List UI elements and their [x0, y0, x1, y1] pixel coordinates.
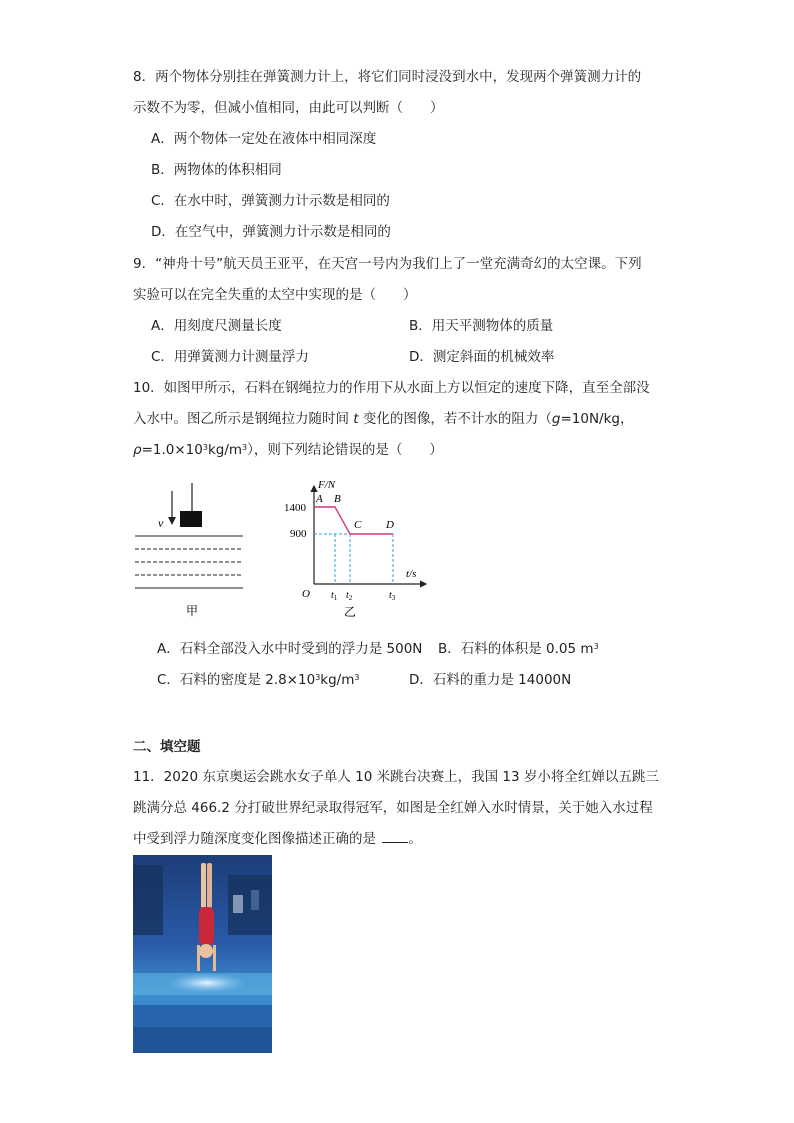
figure-yi [280, 476, 430, 624]
diver-photo-illustration [133, 855, 272, 1053]
y-tick-900: 900 [290, 528, 307, 540]
q8-option-d: D．在空气中，弹簧测力计示数是相同的 [151, 224, 391, 240]
point-d-label: D [386, 519, 394, 531]
stone-block [180, 511, 202, 527]
q10-stem-line3: $\rho=1.0\times 10^3kg/m^3$），则下列结论错误的是（ ） [133, 442, 443, 458]
y-tick-1400: 1400 [284, 502, 306, 514]
q9-stem-line1: 9．“神舟十号”航天员王亚平，在天宫一号内为我们上了一堂充满奇幻的太空课。下列 [133, 256, 642, 272]
q11-stem-line1: 11．2020 东京奥运会跳水女子单人 10 米跳台决赛上，我国 13 岁小将全红婵以五跳三 [133, 769, 659, 785]
section-title-fill-in: 二、填空题 [133, 739, 201, 755]
q8-stem-line2: 示数不为零，但减小值相同，由此可以判断（ ） [133, 100, 444, 116]
x-axis-label: t/s [406, 568, 417, 580]
q10-option-d: D．石料的重力是 14000N [409, 672, 572, 688]
x-tick-t3: $t_3$ [389, 590, 396, 602]
figure-jia [130, 483, 255, 623]
point-b-label: B [334, 493, 341, 505]
q9-option-c: C．用弹簧测力计测量浮力 [151, 349, 309, 365]
y-axis-label: F/N [318, 479, 336, 491]
origin-label: O [302, 588, 310, 600]
q9-option-b: B．用天平测物体的质量 [409, 318, 554, 334]
q10-stem-line2: 入水中。图乙所示是钢绳拉力随时间 t 变化的图像，若不计水的阻力（g=10N/kg， [133, 411, 634, 427]
q10-option-a: A．石料全部没入水中时受到的浮力是 500N [157, 641, 423, 657]
q11-stem-line2: 跳满分总 466.2 分打破世界纪录取得冠军，如图是全红婵入水时情景，关于她入水过程 [133, 800, 653, 816]
q8-option-c: C．在水中时，弹簧测力计示数是相同的 [151, 193, 390, 209]
point-a-label: A [316, 493, 323, 505]
velocity-arrow-head [168, 517, 176, 525]
q9-option-d: D．测定斜面的机械效率 [409, 349, 555, 365]
q10-option-b: B．石料的体积是 0.05 $m^3$ [438, 641, 599, 657]
x-tick-t2: $t_2$ [346, 590, 353, 602]
answer-blank [382, 830, 408, 843]
velocity-label: v [158, 516, 164, 530]
q11-stem-line3: 中受到浮力随深度变化图像描述正确的是 。 [133, 831, 422, 847]
caption-jia: 甲 [186, 604, 199, 618]
q8-stem-line1: 8．两个物体分别挂在弹簧测力计上，将它们同时浸没到水中，发现两个弹簧测力计的 [133, 69, 642, 85]
q9-stem-line2: 实验可以在完全失重的太空中实现的是（ ） [133, 287, 417, 303]
q9-option-a: A．用刻度尺测量长度 [151, 318, 282, 334]
q8-option-a: A．两个物体一定处在液体中相同深度 [151, 131, 377, 147]
q8-option-b: B．两物体的体积相同 [151, 162, 282, 178]
q10-stem-line1: 10．如图甲所示，石料在钢绳拉力的作用下从水面上方以恒定的速度下降，直至全部没 [133, 380, 650, 396]
caption-yi: 乙 [344, 605, 357, 619]
point-c-label: C [354, 519, 362, 531]
q10-option-c: C．石料的密度是 $2.8\times 10^3kg/m^3$ [157, 672, 360, 688]
x-tick-t1: $t_1$ [331, 590, 338, 602]
diver-photo [133, 855, 272, 1053]
